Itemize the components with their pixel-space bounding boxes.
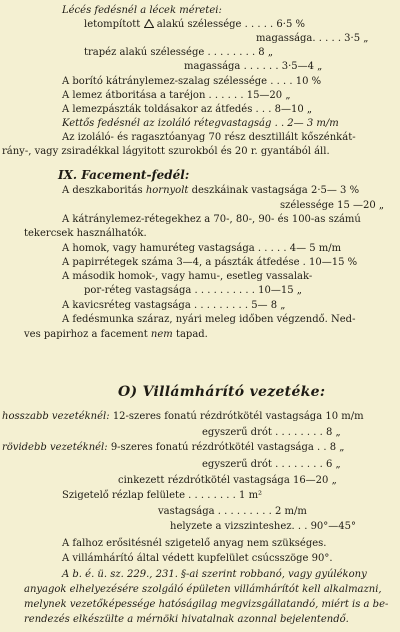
wet-paper-text-c: tapad.: [175, 329, 208, 340]
short-simple-wire-line: egyszerű drót . . . . . . . . 6 „: [202, 459, 341, 470]
regulation-line-1: A b. é. ü. sz. 229., 231. §-ai szerint robbanó, vagy gyúlékony: [62, 569, 367, 580]
rounded-width-text-b: alakú szélessége . . . . . 6·5 %: [156, 19, 305, 30]
gravel-layer-line: A kavicsréteg vastagsága . . . . . . . . . 5— 8 „: [62, 300, 286, 311]
wet-paper-line: [24, 328, 208, 342]
long-conductor-text: 12-szeres fonatú rézdrótkötél vastagsága 10 m/m: [112, 411, 364, 422]
rounded-width-line: [84, 18, 305, 32]
short-conductor-text: 9-szeres fonatú rézdrótkötél vastagsága . . 8 „: [110, 442, 345, 453]
ridge-overlap-line: A lemez átboritása a taréjon . . . . . . 15—20 „: [62, 90, 291, 101]
adhesive-line-1: Az izoláló- és ragasztóanyag 70 rész desztillált kőszénkát-: [62, 132, 356, 143]
paper-layers-line: A papirrétegek száma 3—4, a pászták átfedése . 10—15 %: [62, 257, 358, 268]
regulation-line-2: anyagok elhelyezésére szolgáló épületen villámhárítót kell alkalmazni,: [24, 584, 382, 595]
tar-strip-width-line: A borító kátránylemez-szalag szélessége . . . . 10 %: [62, 76, 322, 87]
short-conductor-label: rövidebb vezetéknél:: [2, 442, 108, 453]
wet-paper-text-b: nem: [150, 329, 173, 340]
rounded-height-line: magassága. . . . . 3·5 „: [256, 33, 369, 44]
short-conductor-line: [2, 441, 344, 455]
double-roof-layer-line: Kettős fedésnél az izoláló rétegvastagság . . 2— 3 m/m: [62, 118, 339, 129]
long-conductor-label: hosszabb vezetéknél:: [2, 411, 110, 422]
triangle-icon: [144, 19, 154, 28]
long-conductor-line: [2, 410, 364, 424]
insulator-thickness-line: vastagsága . . . . . . . . . 2 m/m: [158, 506, 307, 517]
planking-width-line: szélessége 15 —20 „: [280, 200, 385, 211]
trapezoid-height-line: magassága . . . . . . 3·5—4 „: [184, 61, 323, 72]
rolls-usable-line: tekercsek használhatók.: [24, 228, 147, 239]
rounded-width-text-a: letompított: [84, 19, 141, 30]
galvanized-cable-line: cinkezett rézdrótkötél vastagsága 16—20 „: [118, 475, 337, 486]
planking-text-a: A deszkaboritás: [62, 185, 143, 196]
planking-text-c: deszkáinak vastagsága 2·5— 3 %: [191, 185, 360, 196]
second-sand-line: A második homok-, vagy hamu-, esetleg vassalak-: [62, 271, 313, 282]
sand-layer-line: A homok, vagy hamuréteg vastagsága . . . . . 4— 5 m/m: [62, 243, 342, 254]
insulator-angle-line: helyzete a vizszinteshez. . . 90°—45°: [170, 521, 357, 532]
regulation-line-4: rendezés elkészülte a mérnöki hivatalnak azonnal bejelentendő.: [24, 614, 349, 625]
protection-cone-line: A villámhárító által védett kupfelület csúcsszöge 90°.: [62, 553, 333, 564]
planking-thickness-line: [62, 184, 359, 198]
wall-mount-line: A falhoz erősitésnél szigetelő anyag nem szükséges.: [62, 538, 327, 549]
second-sand-thickness-line: por-réteg vastagsága . . . . . . . . . . 10—15 „: [84, 285, 302, 296]
tar-sheet-layers-line: A kátránylemez-rétegekhez a 70-, 80-, 90- és 100-as számú: [62, 214, 361, 225]
long-simple-wire-line: egyszerű drót . . . . . . . . 8 „: [202, 427, 341, 438]
planking-text-b: hornyolt: [145, 185, 189, 196]
roofing-conditions-line: A fedésmunka száraz, nyári meleg időben végzendő. Ned-: [62, 314, 356, 325]
insulator-area-line: Szigetelő rézlap felülete . . . . . . . . 1 m²: [62, 490, 263, 501]
regulation-line-3: melynek vezetőképessége hatóságilag megvizsgállatandó, miért is a be-: [24, 599, 389, 610]
strip-overlap-line: A lemezpászták toldásakor az átfedés . . . 8—10 „: [62, 104, 313, 115]
adhesive-line-2: rány-, vagy zsiradékkal lágyitott szurokból és 20 r. gyantából áll.: [2, 146, 330, 157]
trapezoid-width-line: trapéz alakú szélessége . . . . . . . . 8 „: [84, 47, 274, 58]
facement-roof-heading: IX. Facement-fedél:: [58, 168, 190, 182]
wet-paper-text-a: ves papirhoz a facement: [24, 329, 148, 340]
lightning-conductor-heading: O) Villámhárító vezetéke:: [118, 384, 326, 400]
lath-roof-heading: Lécés fedésnél a lécek méretei:: [62, 5, 222, 16]
